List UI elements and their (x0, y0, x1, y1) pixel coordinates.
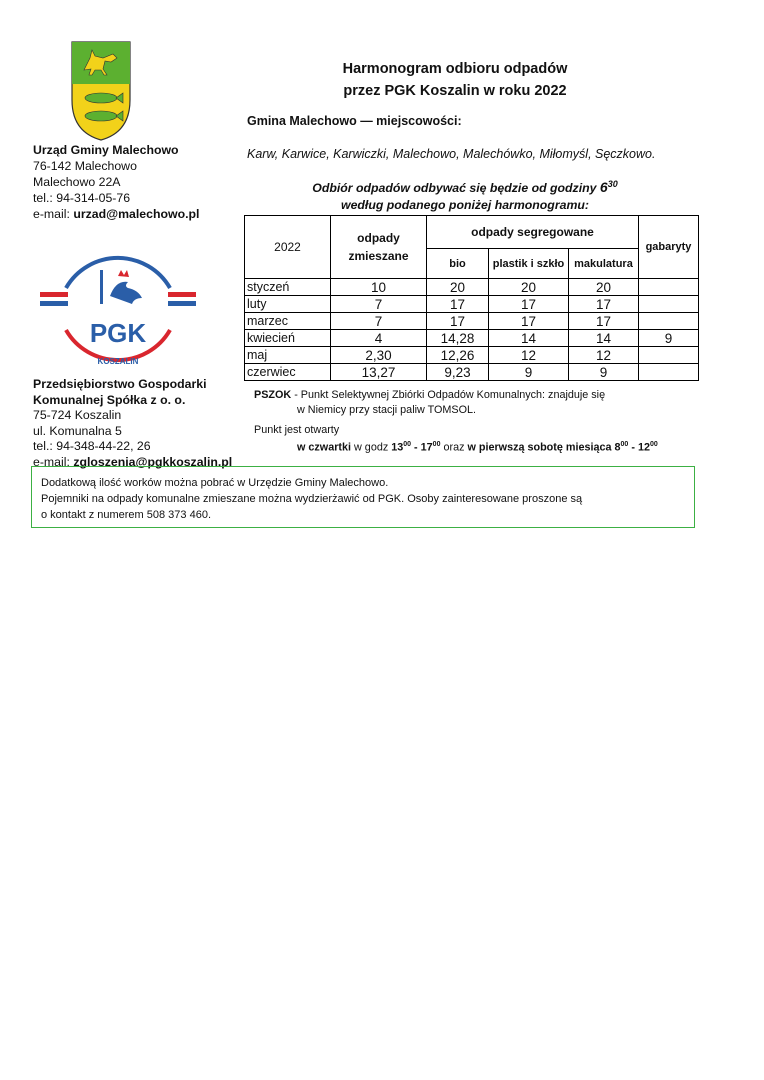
note-line1: Dodatkową ilość worków można pobrać w Urzędzie Gminy Malechowo. (41, 477, 389, 489)
bulky-cell (639, 364, 699, 381)
month-cell: marzec (245, 313, 331, 330)
title-line2: przez PGK Koszalin w roku 2022 (343, 83, 567, 99)
month-cell: czerwiec (245, 364, 331, 381)
bio-cell: 17 (427, 296, 489, 313)
month-cell: maj (245, 347, 331, 364)
plastic-cell: 17 (489, 296, 569, 313)
company-phone: tel.: 94-348-44-22, 26 (33, 439, 151, 453)
bio-cell: 14,28 (427, 330, 489, 347)
table-row (245, 347, 699, 364)
pszok-saturday: w pierwszą sobotę miesiąca (467, 441, 612, 454)
pszok-oraz: oraz (440, 441, 468, 454)
pgk-logo-text: PGK (89, 318, 147, 348)
paper-cell: 14 (569, 330, 639, 347)
bulky-cell (639, 347, 699, 364)
mixed-cell: 7 (331, 296, 427, 313)
paper-cell: 12 (569, 347, 639, 364)
pszok-open: Punkt jest otwarty (254, 424, 340, 436)
plastic-cell: 14 (489, 330, 569, 347)
mixed-cell: 2,30 (331, 347, 427, 364)
bio-header: bio (427, 249, 489, 279)
pszok-dash1: - (411, 441, 421, 454)
pszok-m2: 00 (432, 440, 441, 448)
company-name-line2: Komunalnej Spółka z o. o. (33, 392, 186, 407)
pickup-hour: 6 (599, 179, 608, 196)
plastic-cell: 20 (489, 279, 569, 296)
company-email-label: e-mail: (33, 454, 74, 469)
pszok-line1 (254, 388, 674, 403)
pgk-logo-subtext: KOSZALIN (97, 357, 139, 366)
plastic-cell: 9 (489, 364, 569, 381)
office-name: Urząd Gminy Malechowo (33, 143, 179, 157)
gmina-heading: Gmina Malechowo — miejscowości: (247, 114, 462, 128)
paper-cell: 20 (569, 279, 639, 296)
table-row (245, 279, 699, 296)
bulky-cell: 9 (639, 330, 699, 347)
paper-cell: 9 (569, 364, 639, 381)
year-header: 2022 (245, 216, 331, 279)
month-cell: styczeń (245, 279, 331, 296)
pszok-m3: 00 (620, 440, 629, 448)
table-row (245, 364, 699, 381)
month-cell: kwiecień (245, 330, 331, 347)
bulky-header: gabaryty (639, 216, 699, 279)
page-title (280, 58, 630, 102)
pszok-desc1: - Punkt Selektywnej Zbiórki Odpadów Komunalnych: znajduje się (291, 389, 606, 401)
bulky-cell (639, 296, 699, 313)
bio-cell: 20 (427, 279, 489, 296)
office-email[interactable]: urzad@malechowo.pl (73, 207, 200, 221)
mixed-header: odpady zmieszane (331, 216, 427, 279)
company-street: ul. Komunalna 5 (33, 423, 122, 438)
bulky-cell (639, 313, 699, 330)
bulky-cell (639, 279, 699, 296)
pszok-m4: 00 (649, 440, 658, 448)
company-email[interactable]: zgloszenia@pgkkoszalin.pl (73, 454, 233, 469)
pszok-m1: 00 (403, 440, 412, 448)
pickup-minutes: 30 (607, 179, 618, 189)
pszok-h3: 8 (614, 441, 621, 454)
note-box (31, 466, 695, 528)
pickup-line2: według podanego poniżej harmonogramu: (341, 198, 589, 213)
segregated-header: odpady segregowane (427, 216, 639, 249)
pszok-hours (254, 438, 674, 455)
company-name-line1: Przedsiębiorstwo Gospodarki (33, 377, 207, 391)
villages-list: Karw, Karwice, Karwiczki, Malechowo, Malechówko, Miłomyśl, Sęczkowo. (247, 147, 656, 161)
pgk-logo (38, 248, 198, 368)
table-row (245, 330, 699, 347)
pszok-h4: 12 (637, 441, 650, 454)
mixed-cell: 13,27 (331, 364, 427, 381)
office-street: Malechowo 22A (33, 175, 121, 189)
office-phone: tel.: 94-314-05-76 (33, 191, 131, 205)
plastic-cell: 17 (489, 313, 569, 330)
pszok-info (254, 388, 674, 455)
office-email-line (33, 206, 233, 222)
table-row (245, 313, 699, 330)
plastic-header: plastik i szkło (489, 249, 569, 279)
plastic-cell: 12 (489, 347, 569, 364)
schedule-table (244, 215, 699, 381)
table-row (245, 296, 699, 313)
mixed-cell: 4 (331, 330, 427, 347)
pszok-h2: 17 (420, 441, 433, 454)
pszok-h1: 13 (391, 441, 404, 454)
bio-cell: 9,23 (427, 364, 489, 381)
malechowo-coat-of-arms (70, 40, 132, 142)
office-email-label: e-mail: (33, 207, 74, 221)
paper-cell: 17 (569, 296, 639, 313)
pszok-label: PSZOK (254, 389, 292, 401)
note-line2: Pojemniki na odpady komunalne zmieszane można wydzierżawić od PGK. Osoby zainteresowane proszone są (41, 493, 583, 505)
title-line1: Harmonogram odbioru odpadów (342, 61, 568, 77)
bio-cell: 17 (427, 313, 489, 330)
office-postal: 76-142 Malechowo (33, 159, 137, 173)
month-cell: luty (245, 296, 331, 313)
pszok-w-godz: w godz (351, 441, 392, 454)
note-line3: o kontakt z numerem 508 373 460. (41, 509, 211, 521)
paper-cell: 17 (569, 313, 639, 330)
pickup-line1 (280, 176, 650, 197)
company-contact (33, 377, 248, 470)
pickup-prefix: Odbiór odpadów odbywać się będzie od godziny (312, 181, 600, 196)
pickup-info (280, 176, 650, 214)
office-contact (33, 142, 233, 222)
pszok-dash2: - (628, 441, 638, 454)
pszok-desc2: w Niemicy przy stacji paliw TOMSOL. (297, 403, 476, 416)
bio-cell: 12,26 (427, 347, 489, 364)
schedule-body (245, 279, 699, 381)
mixed-cell: 7 (331, 313, 427, 330)
company-postal: 75-724 Koszalin (33, 408, 122, 422)
mixed-cell: 10 (331, 279, 427, 296)
paper-header: makulatura (569, 249, 639, 279)
pszok-days: w czwartki (297, 441, 352, 454)
